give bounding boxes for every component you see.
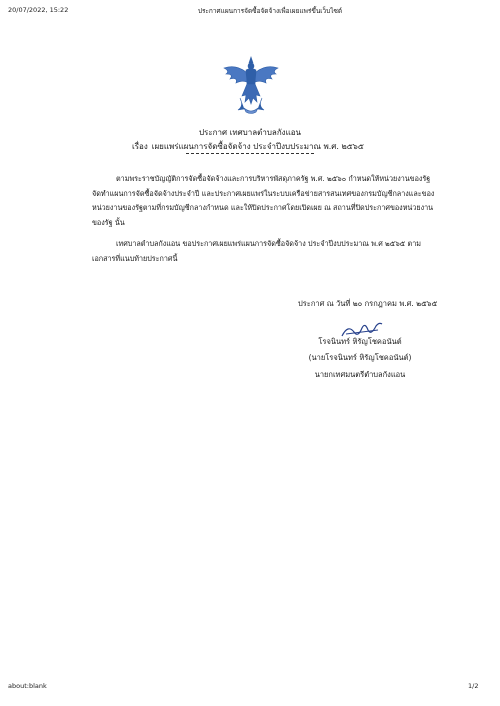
print-footer-url: about:blank — [8, 682, 47, 690]
garuda-emblem-icon — [218, 54, 284, 116]
paragraph-line: ของรัฐ นั้น — [92, 217, 125, 227]
print-page-number: 1/2 — [468, 682, 479, 690]
announcement-date: ประกาศ ณ วันที่ ๒๐ กรกฎาคม พ.ศ. ๒๕๖๕ — [298, 299, 438, 308]
subject-text: เผยแพร่แผนการจัดซื้อจัดจ้าง ประจำปีงบประมาณ พ.ศ. ๒๕๖๕ — [151, 142, 364, 151]
paragraph-line: เอกสารที่แนบท้ายประกาศนี้ — [92, 253, 178, 263]
subject-label: เรื่อง — [132, 142, 148, 151]
paragraph-line: ตามพระราชบัญญัติการจัดซื้อจัดจ้างและการบริหารพัสดุภาครัฐ พ.ศ. ๒๕๖๐ กำหนดให้หน่วยงานของรัฐ — [116, 174, 431, 183]
dashed-divider — [186, 153, 314, 154]
signer-name-parenthesized: (นายโรจนินทร์ หิรัญโชคอนันต์) — [308, 353, 412, 362]
paragraph-line: จัดทำแผนการจัดซื้อจัดจ้างประจำปี และประกาศเผยแพร่ในระบบเครือข่ายสารสนเทศของกรมบัญชีกลางและของ — [92, 188, 435, 198]
announcement-issuer: ประกาศ เทศบาลตำบลกังแอน — [198, 128, 302, 137]
print-header-title: ประกาศแผนการจัดซื้อจัดจ้างเพื่อเผยแพร่ขึ้นเว็บไซต์ — [197, 7, 343, 15]
print-timestamp: 20/07/2022, 15:22 — [8, 6, 69, 14]
signer-name: โรจนินทร์ หิรัญโชคอนันต์ — [318, 337, 402, 346]
paragraph-line: หน่วยงานของรัฐตามที่กรมบัญชีกลางกำหนด และให้ปิดประกาศโดยเปิดเผย ณ สถานที่ปิดประกาศของหน่วยงาน — [92, 203, 434, 212]
paragraph-line: เทศบาลตำบลกังแอน ขอประกาศเผยแพร่แผนการจัดซื้อจัดจ้าง ประจำปีงบประมาณ พ.ศ ๒๕๖๕ ตาม — [116, 239, 421, 248]
body-paragraph-2 — [92, 237, 421, 266]
body-paragraph-1 — [92, 172, 435, 230]
announcement-subject — [132, 140, 364, 153]
signer-position: นายกเทศมนตรีตำบลกังแอน — [314, 370, 406, 379]
